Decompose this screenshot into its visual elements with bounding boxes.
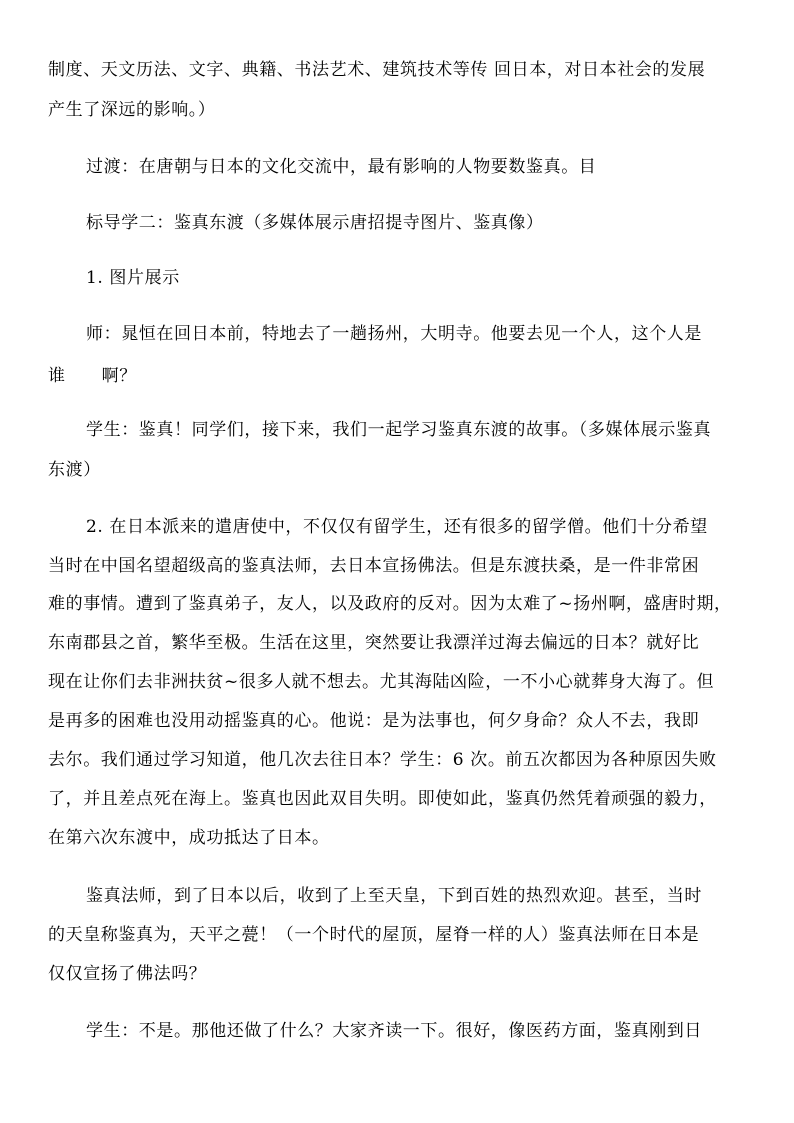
text-line: 学生：鉴真！同学们，接下来，我们一起学习鉴真东渡的故事。（多媒体展示鉴真 bbox=[86, 420, 712, 440]
text-line: 师：晁恒在回日本前，特地去了一趟扬州，大明寺。他要去见一个人，这个人是 bbox=[86, 324, 702, 344]
text-line: 2. 在日本派来的遣唐使中，不仅仅有留学生，还有很多的留学僧。他们十分希望 bbox=[86, 517, 708, 537]
text-fragment: 啊？ bbox=[101, 366, 137, 386]
text-line: 鉴真法师，到了日本以后，收到了上至天皇，下到百姓的热烈欢迎。甚至，当时 bbox=[86, 886, 702, 906]
text-line: 1. 图片展示 bbox=[86, 268, 180, 288]
text-line: 去尔。我们通过学习知道，他几次去往日本？学生：6 次。前五次都因为各种原因失败 bbox=[48, 750, 717, 770]
text-line: 仅仅宣扬了佛法吗？ bbox=[48, 964, 207, 984]
text-line bbox=[48, 364, 137, 388]
text-line: 是再多的困难也没用动摇鉴真的心。他说：是为法事也，何夕身命？众人不去，我即 bbox=[48, 711, 700, 731]
text-fragment: 谁 bbox=[48, 366, 66, 386]
text-line: 当时在中国名望超级高的鉴真法师，去日本宣扬佛法。但是东渡扶桑，是一件非常困 bbox=[48, 556, 700, 576]
text-line: 了，并且差点死在海上。鉴真也因此双目失明。即使如此，鉴真仍然凭着顽强的毅力， bbox=[48, 789, 717, 809]
text-line: 东渡） bbox=[48, 460, 101, 480]
text-line: 制度、天文历法、文字、典籍、书法艺术、建筑技术等传 回日本，对日本社会的发展 bbox=[48, 60, 706, 80]
text-line: 东南郡县之首，繁华至极。生活在这里，突然要让我漂洋过海去偏远的日本？就好比 bbox=[48, 633, 700, 653]
text-line: 标导学二：鉴真东渡（多媒体展示唐招提寺图片、鉴真像） bbox=[86, 213, 544, 233]
text-line: 的天皇称鉴真为，天平之甍！（一个时代的屋顶，屋脊一样的人）鉴真法师在日本是 bbox=[48, 925, 700, 945]
text-line: 在第六次东渡中，成功抵达了日本。 bbox=[48, 828, 330, 848]
text-line: 产生了深远的影响。） bbox=[48, 100, 216, 120]
text-line: 现在让你们去非洲扶贫~很多人就不想去。尤其海陆凶险，一不小心就葬身大海了。但 bbox=[48, 672, 715, 692]
text-line: 难的事情。遭到了鉴真弟子，友人，以及政府的反对。因为太难了~扬州啊，盛唐时期， bbox=[48, 594, 732, 614]
text-line: 学生：不是。那他还做了什么？大家齐读一下。很好，像医药方面，鉴真刚到日 bbox=[86, 1021, 702, 1041]
text-line: 过渡：在唐朝与日本的文化交流中，最有影响的人物要数鉴真。目 bbox=[86, 157, 597, 177]
